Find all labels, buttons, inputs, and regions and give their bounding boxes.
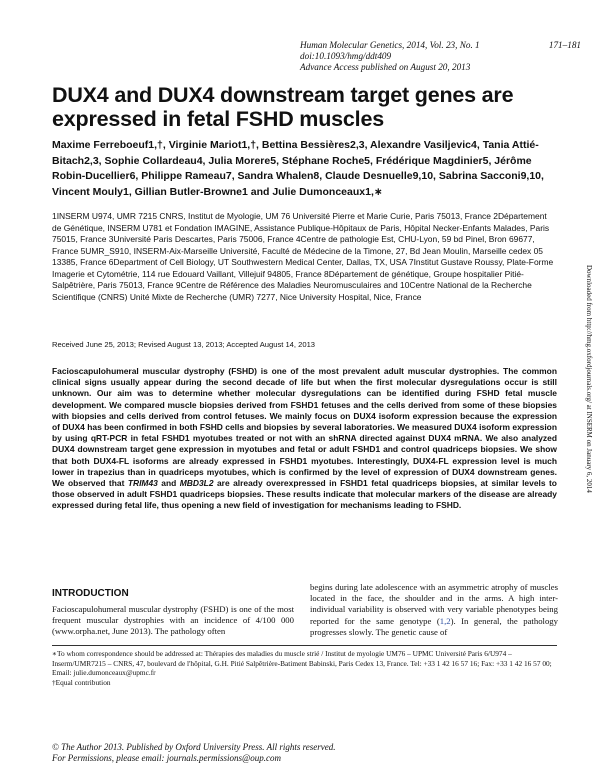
article-title: DUX4 and DUX4 downstream target genes are expressed in fetal FSHD muscles — [52, 83, 514, 131]
advance-access: Advance Access published on August 20, 2013 — [300, 62, 471, 72]
footnote-divider — [52, 645, 557, 646]
abstract — [52, 366, 557, 512]
abstract-text-2: are already overexpressed in FSHD1 fetal quadriceps biopsies, at similar levels to those observed in adult FSHD1 quadriceps biopsies. These results indicate that molecular markers of the disease are already expressed during fetal life, thus opening a new field of investigation for mechanisms leading to FSHD. — [52, 478, 557, 511]
gene-trim43: TRIM43 — [127, 478, 158, 489]
citation-link[interactable]: 1,2 — [439, 615, 451, 626]
equal-contribution-note: †Equal contribution — [52, 677, 111, 687]
intro-column-left: Facioscapulohumeral muscular dystrophy (FSHD) is one of the most frequent muscular dystrophies with an incidence of 4/100 000 (www.orpha.net, June 2013). The pathology often — [52, 604, 294, 637]
author-list: Maxime Ferreboeuf1,†, Virginie Mariot1,†, Bettina Bessières2,3, Alexandre Vasiljevic4, Tania Attié-Bitach2,3, Sophie Collardeau4, Julia Morere5, Stéphane Roche5, Frédérique Magdinier5, Jérôme Robin-Ducellier6, Philippe Rameau7, Sandra Whalen8, Claude Desnuelle9,10, Sabrina Sacconi9,10, Vincent Mouly1, Gillian Butler-Browne1 and Julie Dumonceaux1,∗ — [52, 139, 544, 198]
intro-right-text-1: begins during late adolescence with an asymmetric atrophy of muscles located in the face, the shoulder and in the arms. A high inter-individual variability is observed with very variable phenotypes being reported for the same genotype ( — [310, 582, 558, 626]
download-note-text: Downloaded from http://hmg.oxfordjournals.org/ at INSERM on January 6, 2014 — [585, 265, 593, 493]
journal-citation: Human Molecular Genetics, 2014, Vol. 23, No. 1 — [300, 40, 480, 50]
download-note — [583, 265, 593, 615]
page-range: 171–181 — [548, 40, 581, 50]
abstract-text-1: Facioscapulohumeral muscular dystrophy (FSHD) is one of the most prevalent adult muscular dystrophies. The common clinical signs usually appear during the second decade of life but when the first molecular dysregulations occur is still unknown. Our aim was to determine whether molecular dysregulations can be identified during FSHD fetal muscle development. We compared muscle biopsies derived from FSHD1 fetuses and the cells derived from some of these biopsies with biopsies and cells derived from control fetuses. We mainly focus on DUX4 isoform expression because the expression of DUX4 has been confirmed in both FSHD cells and biopsies by several laboratories. We measured DUX4 isoform expression by using qRT-PCR in fetal FSHD1 myotubes treated or not with an shRNA directed against DUX4 mRNA. We also analyzed DUX4 downstream target gene expression in myotubes and fetal or adult FSHD1 and control quadriceps biopsies. We show that both DUX4-FL isoforms are already expressed in FSHD1 myotubes. Interestingly, DUX4-FL expression level is much lower in trapezius than in quadriceps myotubes, which is confirmed by the level of expression of DUX4 downstream genes. We observed that — [52, 366, 557, 489]
correspondence-note: ∗To whom correspondence should be addressed at: Thérapies des maladies du muscle strié / Institut de myologie UM76 – UPMC Université Paris 6/U974 – Inserm/UMR7215 – CNRS, 47, boulevard de l'hôpital, G.H. Pitié Salpêtrière-Batiment Babinski, Paris Cedex 13, France. Tel: +33 1 42 16 57 16; Fax: +33 1 42 16 57 00; Email: julie.dumonceaux@upmc.fr — [52, 649, 552, 678]
doi: doi:10.1093/hmg/ddt409 — [300, 51, 392, 61]
footnotes — [52, 649, 557, 687]
copyright — [52, 742, 557, 764]
gene-mbd3l2: MBD3L2 — [179, 478, 214, 489]
journal-header — [300, 40, 590, 73]
received-dates: Received June 25, 2013; Revised August 13, 2013; Accepted August 14, 2013 — [52, 340, 316, 349]
intro-right-text-2: ). In general, the pathology progresses slowly. The genetic cause of — [310, 615, 558, 637]
affiliations: 1INSERM U974, UMR 7215 CNRS, Institut de Myologie, UM 76 Université Pierre et Marie Curie, Paris 75013, France 2Département de Génétique, INSERM U781 et Fondation IMAGINE, Assistance Publique-Hôpitaux de Paris, Hôpital Necker-Enfants Malades, Paris 75015, France 3Université Paris Descartes, Paris 75006, France 4Centre de pathologie Est, CHU-Lyon, 59 bd Pinel, Bron 69677, France 5UMR_S910, INSERM-Aix-Marseille Université, Faculté de Médecine de la Timone, 27, Bd Jean Moulin, Marseille cedex 05 13385, France 6Department of Cell Biology, UT Southwestern Medical Center, Dallas, TX, USA 7Institut Gustave Roussy, Plate-Forme Imagerie et Cytométrie, 114 rue Edouard Vaillant, Villejuif 94805, France 8Département de génétique, Groupe hospitalier Pitié-Salpêtrière, Paris 75013, France 9Centre de Référence des Maladies Neuromusculaires and 10Centre National de la Recherche Scientifique (CNRS) Unité Mixte de Recherche (UMR) 7277, Nice University Hospital, Nice, France — [52, 211, 554, 302]
intro-column-right — [310, 582, 558, 638]
permissions-line: For Permissions, please email: journals.permissions@oup.com — [52, 753, 282, 763]
copyright-line: © The Author 2013. Published by Oxford University Press. All rights reserved. — [52, 742, 336, 752]
abstract-and: and — [157, 478, 180, 489]
section-heading-introduction: INTRODUCTION — [52, 588, 129, 599]
